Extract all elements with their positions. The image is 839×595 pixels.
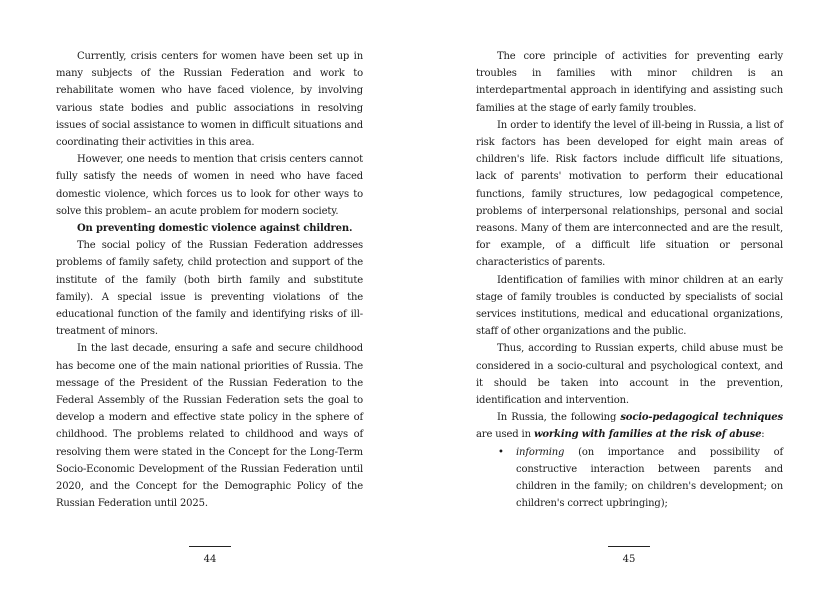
paragraph: Currently, crisis centers for women have been set up in many subjects of the Russian Federation and work to rehabilitate women who have faced violence, by involving various state bodies and public associations in resolving issues of social assistance to women in difficult situations and coordinating their activities in this area. [56, 51, 363, 149]
left-page [56, 48, 363, 512]
list-item [476, 444, 783, 513]
text-run: In Russia, the following [497, 412, 621, 424]
paragraph: The core principle of activities for preventing early troubles in families with minor children is an interdepartmental approach in identifying and assisting such families at the stage of early family troubles. [476, 51, 783, 114]
paragraph: In the last decade, ensuring a safe and secure childhood has become one of the main national priorities of Russia. The message of the President of the Russian Federation to the Federal Assembly of the Russian Federation sets the goal to develop a modern and effective state policy in the sphere of childhood. The problems related to childhood and ways of resolving them were stated in the Concept for the Long-Term Socio-Economic Development of the Russian Federation until 2020, and the Concept for the Demographic Policy of the Russian Federation until 2025. [56, 343, 363, 510]
right-page [476, 48, 783, 512]
page-number: 44 [203, 554, 217, 565]
paragraph: Identification of families with minor children at an early stage of family troubles is conducted by specialists of social services institutions, medical and educational organizations, staff of other organizations and the public. [476, 274, 783, 338]
list-item-term: informing [516, 446, 565, 458]
footer-rule [189, 546, 231, 547]
paragraph: In order to identify the level of ill-being in Russia, a list of risk factors has been developed for eight main areas of children's life. Risk factors include difficult life situations, lack of parents' motivation to perform their educational functions, family structures, low pedagogical competence, problems of interpersonal relationships, personal and social reasons. Many of them are interconnected and are the result, for example, of a difficult life situation or personal characteristics of parents. [476, 119, 783, 269]
text-run: are used in [476, 429, 534, 441]
emphasis-term: working with families at the risk of abuse [533, 429, 762, 441]
text-run: : [761, 429, 765, 441]
paragraph-techniques [476, 409, 783, 443]
emphasis-term: socio-pedagogical techniques [620, 412, 783, 424]
bullet-icon: • [498, 446, 504, 458]
list-item-text: (on importance and possibility of constructive interaction between parents and children in the family; on children's development; on children's correct upbringing); [516, 446, 783, 510]
footer-rule [608, 546, 650, 547]
paragraph: The social policy of the Russian Federation addresses problems of family safety, child protection and support of the institute of the family (both birth family and substitute family). A special issue is preventing violations of the educational function of the family and identifying risks of ill-treatment of minors. [56, 240, 363, 338]
paragraph: However, one needs to mention that crisis centers cannot fully satisfy the needs of women in need who have faced domestic violence, which forces us to look for other ways to solve this problem– an acute problem for modern society. [56, 154, 363, 217]
bullet-list [476, 444, 783, 513]
page-number: 45 [622, 554, 636, 565]
paragraph: Thus, according to Russian experts, child abuse must be considered in a socio-cultural and psychological context, and it should be taken into account in the prevention, identification and intervention. [476, 343, 783, 407]
section-heading: On preventing domestic violence against children. [77, 223, 353, 235]
